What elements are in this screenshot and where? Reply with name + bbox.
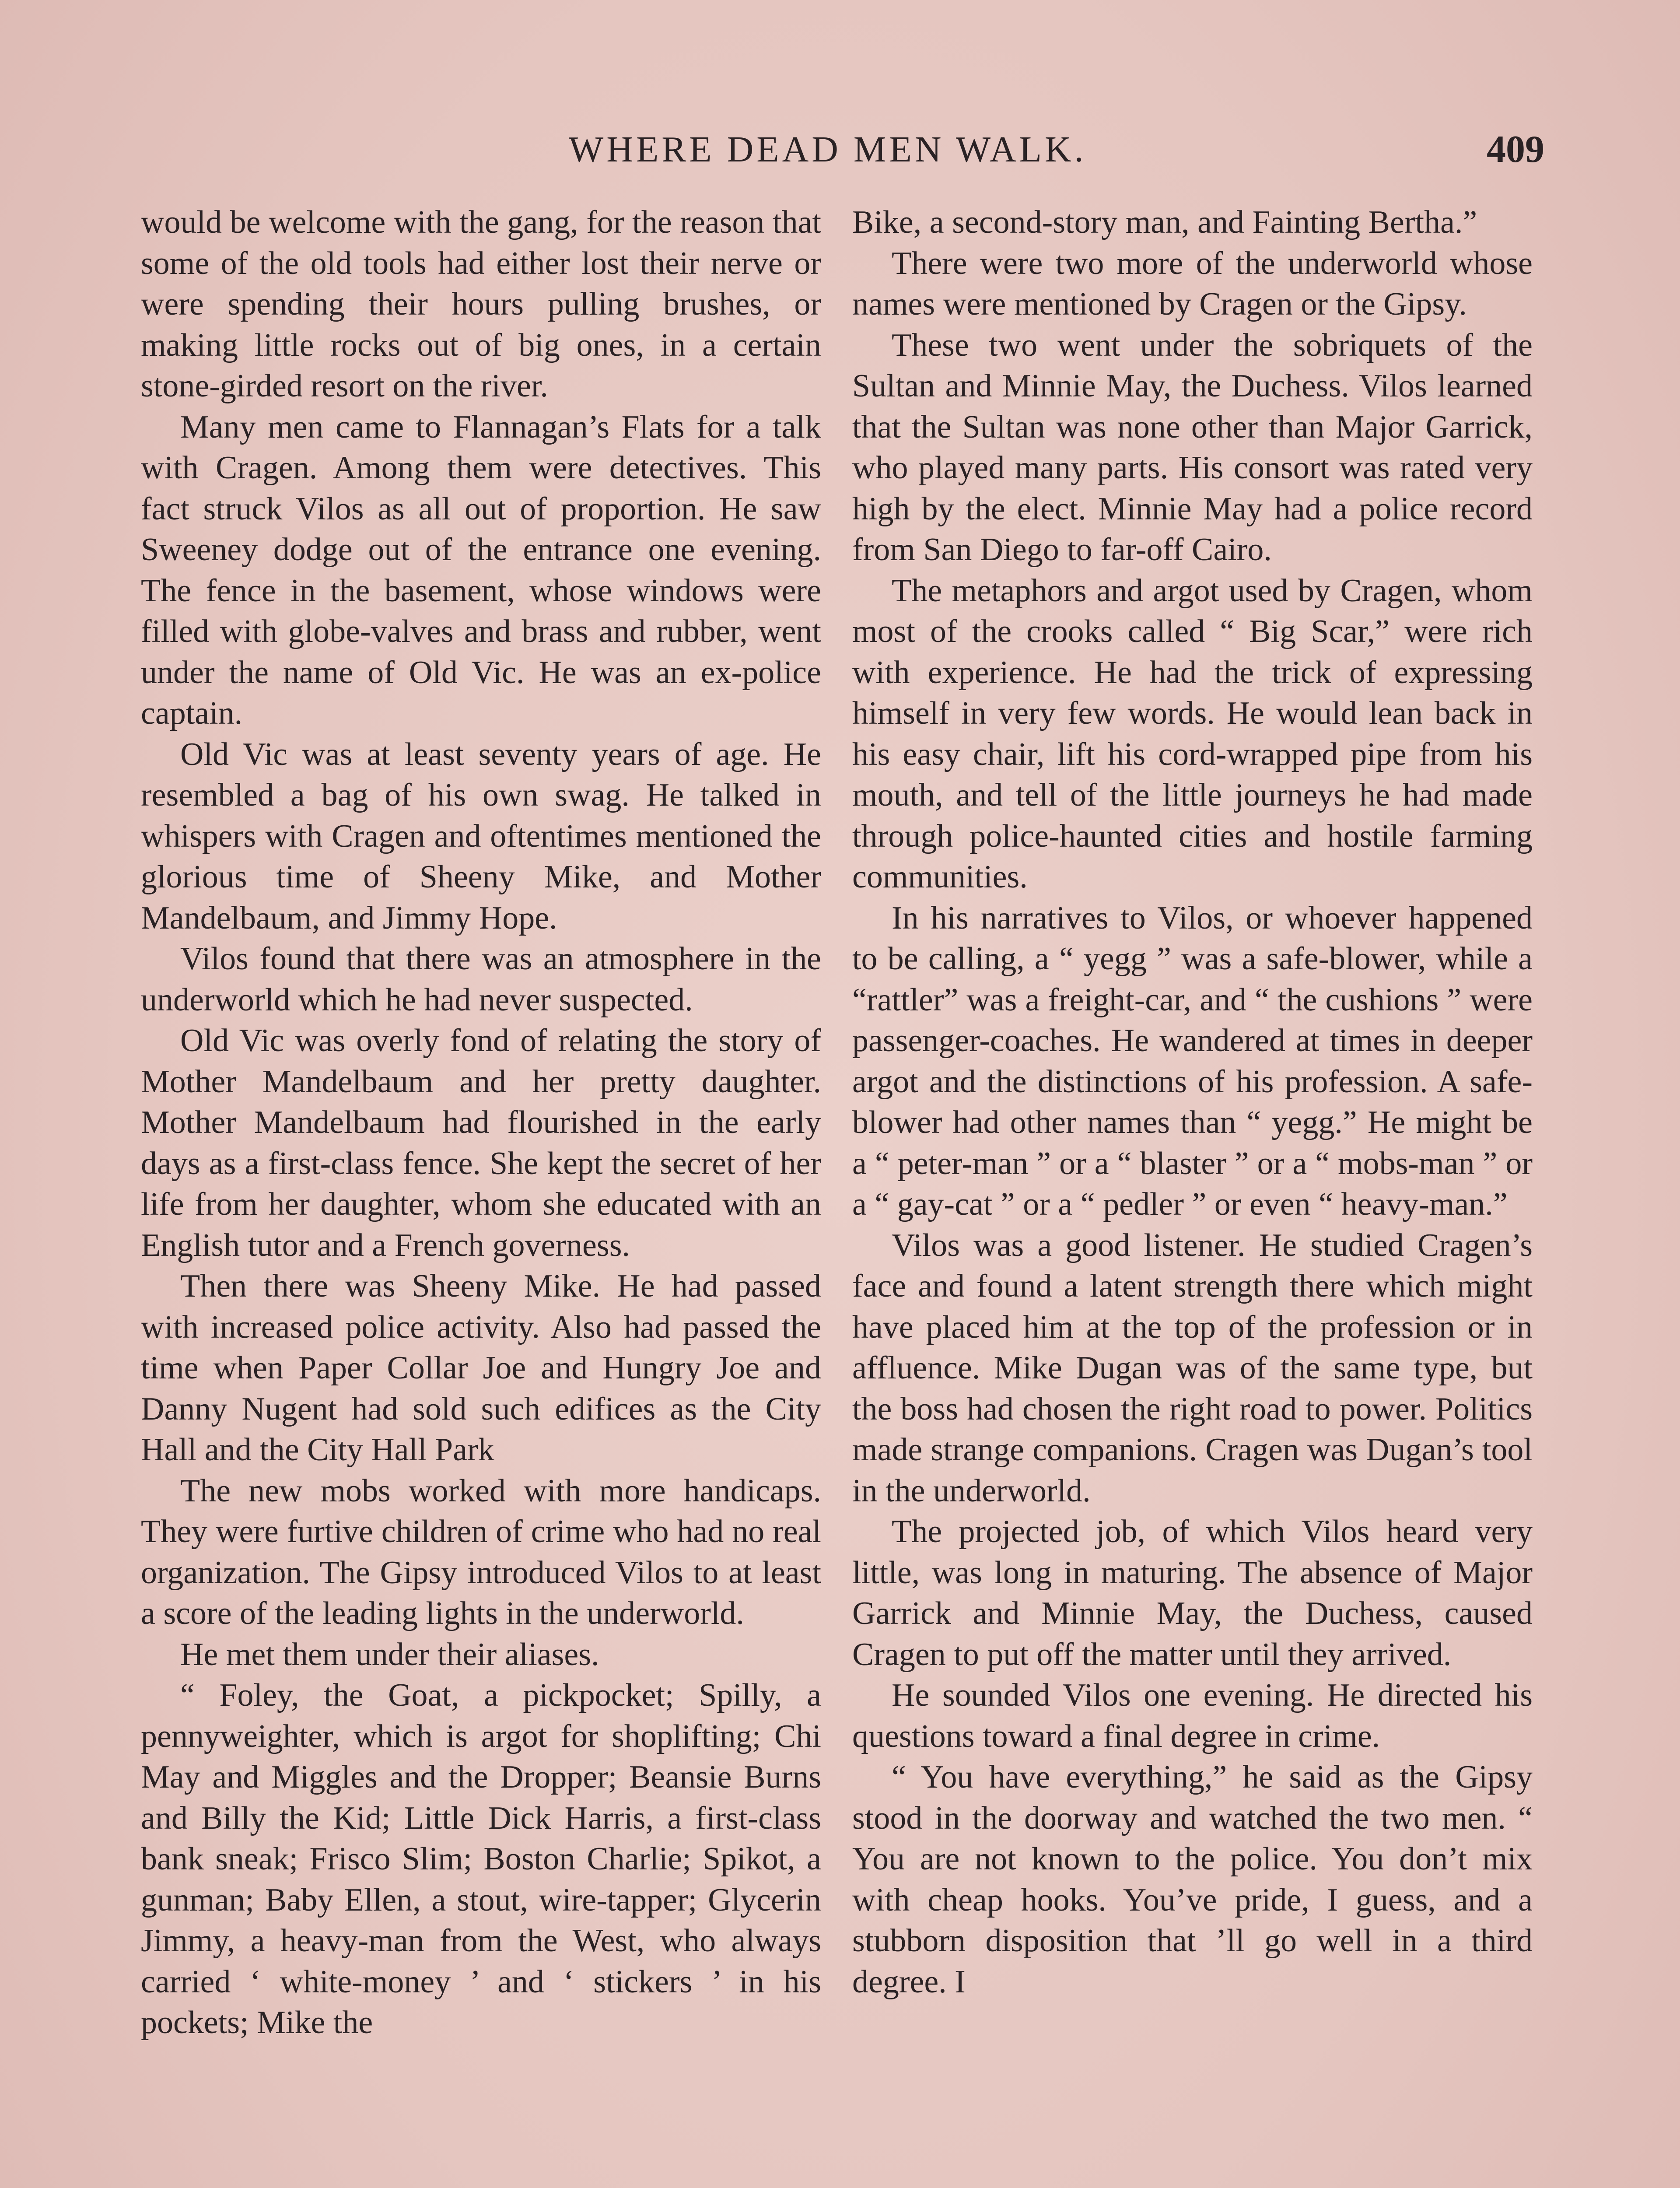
paragraph: These two went under the sobriquets of the Sultan and Minnie May, the Duchess. Vilos learned that the Sultan was none other than Major Garrick, who played many parts. His consort was rated very high by the elect. Minnie May had a police record from San Diego to far-off Cairo. [852, 327, 1533, 568]
paragraph: There were two more of the underworld whose names were mentioned by Cragen or the Gipsy. [852, 245, 1533, 322]
paragraph: The metaphors and argot used by Cragen, whom most of the crooks called “ Big Scar,” were rich with experience. He had the trick of expressing himself in very few words. He would lean back in his easy chair, lift his cord-wrapped pipe from his mouth, and tell of the little journeys he had made through police-haunted cities and hostile farming communities. [852, 572, 1533, 895]
page-header [140, 123, 1549, 176]
paragraph: would be welcome with the gang, for the reason that some of the old tools had either lost their nerve or were spending their hours pulling brushes, or making little rocks out of big ones, in a certain stone-girded resort on the river. [141, 204, 821, 404]
paragraph: “ You have everything,” he said as the Gipsy stood in the doorway and watched the two men. “ You are not known to the police. You don’t mix with cheap hooks. You’ve pride, I guess, and a stubborn disposition that ’ll go well in a third degree. I [852, 1759, 1533, 2000]
paragraph: Many men came to Flannagan’s Flats for a talk with Cragen. Among them were detectives. This fact struck Vilos as all out of proportion. He saw Sweeney dodge out of the entrance one evening. The fence in the basement, whose windows were filled with globe-valves and brass and rubber, went under the name of Old Vic. He was an ex-police captain. [141, 409, 821, 731]
paragraph: The projected job, of which Vilos heard very little, was long in maturing. The absence of Major Garrick and Minnie May, the Duchess, caused Cragen to put off the matter until they arrived. [852, 1514, 1533, 1673]
left-column [141, 202, 821, 2044]
paragraph: Vilos found that there was an atmosphere in the underworld which he had never suspected. [141, 941, 821, 1018]
paragraph: The new mobs worked with more handicaps. They were furtive children of crime who had no real organization. The Gipsy introduced Vilos to at least a score of the leading lights in the underworld. [141, 1473, 821, 1631]
paragraph: Then there was Sheeny Mike. He had passed with increased police activity. Also had passed the time when Paper Collar Joe and Hungry Joe and Danny Nugent had sold such edifices as the City Hall and the City Hall Park [141, 1268, 821, 1468]
paragraph: In his narratives to Vilos, or whoever happened to be calling, a “ yegg ” was a safe-blower, while a “rattler” was a freight-car, and “ the cushions ” were passenger-coaches. He wandered at times in deeper argot and the distinctions of his profession. A safe-blower had other names than “ yegg.” He might be a “ peter-man ” or a “ blaster ” or a “ mobs-man ” or a “ gay-cat ” or a “ pedler ” or even “ heavy-man.” [852, 900, 1533, 1222]
running-title: WHERE DEAD MEN WALK. [569, 129, 1087, 170]
paragraph: Old Vic was overly fond of relating the story of Mother Mandelbaum and her pretty daughter. Mother Mandelbaum had flourished in the early days as a first-class fence. She kept the secret of her life from her daughter, whom she educated with an English tutor and a French governess. [141, 1023, 821, 1263]
paragraph: He sounded Vilos one evening. He directed his questions toward a final degree in crime. [852, 1677, 1533, 1754]
page-number: 409 [1487, 128, 1544, 171]
paragraph: Vilos was a good listener. He studied Cragen’s face and found a latent strength there which might have placed him at the top of the profession or in affluence. Mike Dugan was of the same type, but the boss had chosen the right road to power. Politics made strange companions. Cragen was Dugan’s tool in the underworld. [852, 1227, 1533, 1509]
right-column [852, 202, 1533, 2002]
paragraph: Bike, a second-story man, and Fainting Bertha.” [852, 204, 1477, 240]
paragraph: He met them under their aliases. [180, 1636, 599, 1673]
paragraph: Old Vic was at least seventy years of age. He resembled a bag of his own swag. He talked in whispers with Cragen and oftentimes mentioned the glorious time of Sheeny Mike, and Mother Mandelbaum, and Jimmy Hope. [141, 736, 821, 936]
paragraph: “ Foley, the Goat, a pickpocket; Spilly, a pennyweighter, which is argot for shoplifting; Chi May and Miggles and the Dropper; Beansie Burns and Billy the Kid; Little Dick Harris, a first-class bank sneak; Frisco Slim; Boston Charlie; Spikot, a gunman; Baby Ellen, a stout, wire-tapper; Glycerin Jimmy, a heavy-man from the West, who always carried ‘ white-money ’ and ‘ stickers ’ in his pockets; Mike the [141, 1677, 821, 2041]
